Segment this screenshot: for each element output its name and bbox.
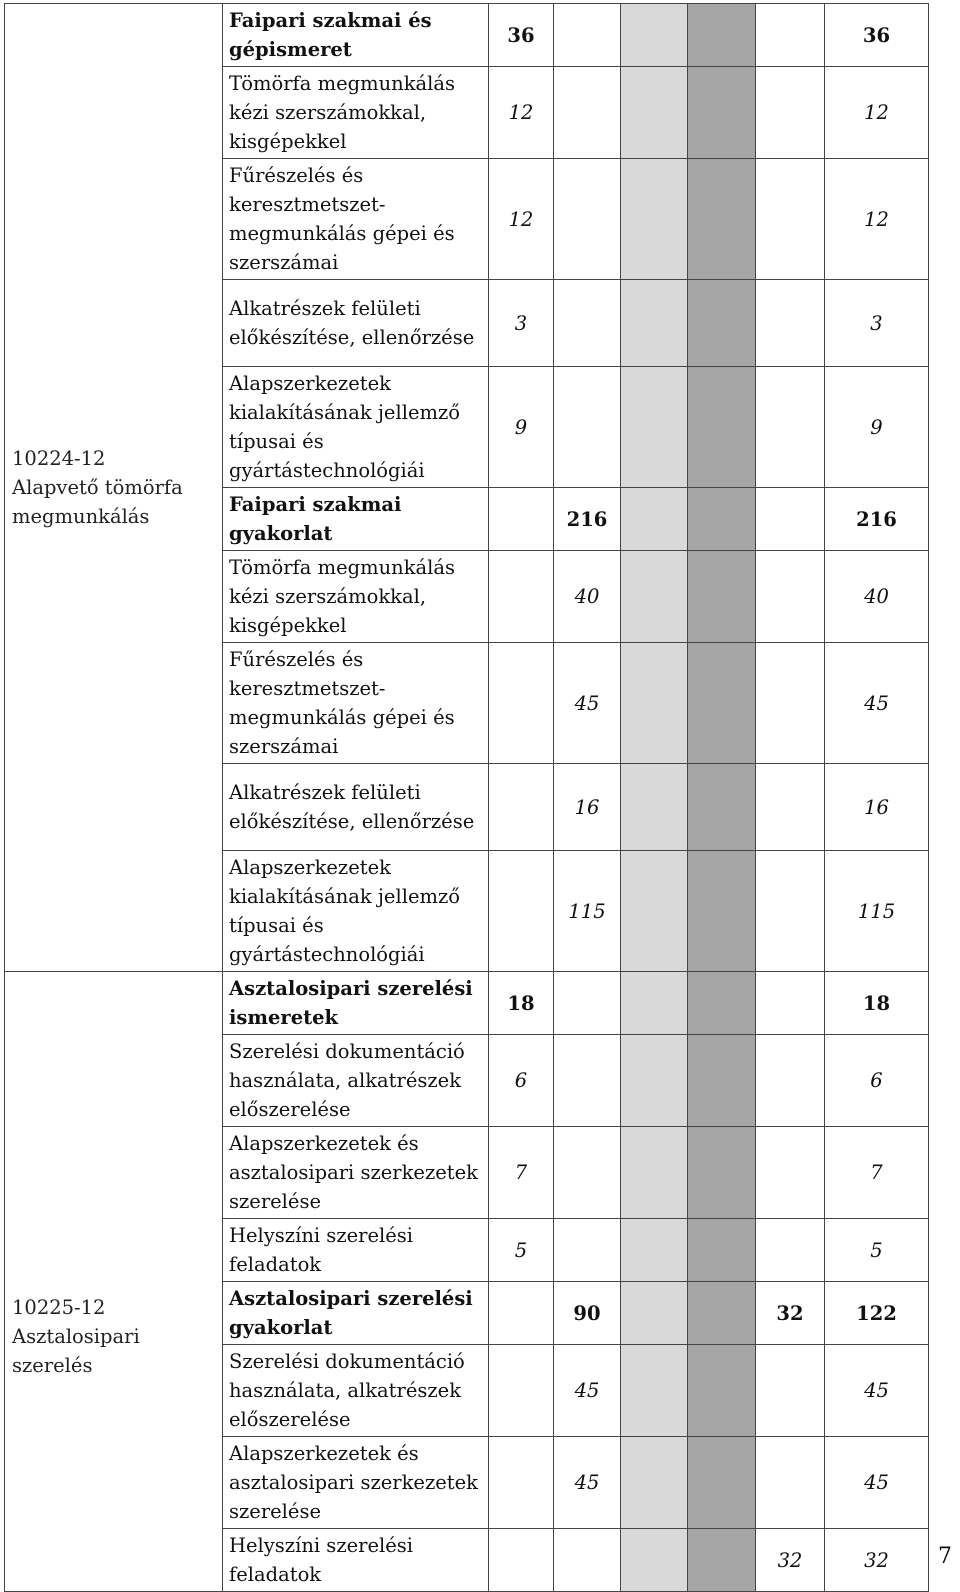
hours-cell: [621, 1219, 688, 1282]
hours-cell: [489, 1345, 554, 1437]
hours-cell: [688, 1437, 756, 1529]
hours-cell: [756, 159, 825, 280]
hours-cell: [621, 1035, 688, 1127]
hours-cell: [554, 1219, 621, 1282]
hours-cell: [688, 1345, 756, 1437]
total-cell: 3: [825, 280, 929, 367]
module-cell: [5, 972, 223, 1592]
hours-cell: [554, 4, 621, 67]
hours-cell: [489, 1529, 554, 1592]
topic-cell: Tömörfa megmunkálás kézi szerszámokkal, kisgépekkel: [223, 67, 489, 159]
hours-cell: [688, 1219, 756, 1282]
hours-cell: [489, 488, 554, 551]
topic-cell: Faipari szakmai gyakorlat: [223, 488, 489, 551]
hours-cell: 16: [554, 764, 621, 851]
hours-cell: [621, 851, 688, 972]
hours-cell: [554, 1529, 621, 1592]
hours-cell: [688, 1282, 756, 1345]
hours-cell: [688, 488, 756, 551]
hours-cell: [756, 1127, 825, 1219]
hours-cell: [554, 67, 621, 159]
topic-cell: Alapszerkezetek és asztalosipari szerkezetek szerelése: [223, 1127, 489, 1219]
topic-cell: Faipari szakmai és gépismeret: [223, 4, 489, 67]
hours-cell: [688, 643, 756, 764]
hours-cell: [489, 551, 554, 643]
total-cell: 32: [825, 1529, 929, 1592]
hours-cell: [621, 367, 688, 488]
hours-cell: [688, 67, 756, 159]
hours-cell: [489, 851, 554, 972]
hours-cell: [554, 367, 621, 488]
hours-cell: [688, 280, 756, 367]
hours-cell: 216: [554, 488, 621, 551]
hours-cell: [756, 1035, 825, 1127]
hours-cell: [621, 972, 688, 1035]
hours-cell: [554, 972, 621, 1035]
total-cell: 40: [825, 551, 929, 643]
hours-cell: [756, 67, 825, 159]
topic-cell: Alkatrészek felületi előkészítése, ellenőrzése: [223, 280, 489, 367]
page-number: 7: [938, 1544, 952, 1569]
hours-cell: [756, 1437, 825, 1529]
hours-cell: [688, 1127, 756, 1219]
hours-cell: [489, 1437, 554, 1529]
hours-cell: 32: [756, 1282, 825, 1345]
hours-cell: [621, 764, 688, 851]
hours-cell: 36: [489, 4, 554, 67]
hours-cell: [688, 551, 756, 643]
hours-cell: [489, 764, 554, 851]
hours-cell: [756, 1345, 825, 1437]
topic-cell: Alapszerkezetek kialakításának jellemző típusai és gyártástechnológiái: [223, 367, 489, 488]
hours-cell: [688, 972, 756, 1035]
hours-cell: [756, 280, 825, 367]
hours-cell: [756, 488, 825, 551]
hours-cell: 90: [554, 1282, 621, 1345]
total-cell: 216: [825, 488, 929, 551]
table-row: [5, 4, 929, 67]
topic-cell: Fűrészelés és keresztmetszet-megmunkálás gépei és szerszámai: [223, 159, 489, 280]
hours-cell: [688, 851, 756, 972]
hours-cell: 12: [489, 159, 554, 280]
topic-cell: Helyszíni szerelési feladatok: [223, 1529, 489, 1592]
total-cell: 115: [825, 851, 929, 972]
total-cell: 36: [825, 4, 929, 67]
hours-cell: [621, 159, 688, 280]
hours-cell: 12: [489, 67, 554, 159]
total-cell: 16: [825, 764, 929, 851]
hours-cell: [621, 1437, 688, 1529]
hours-cell: [621, 1282, 688, 1345]
hours-cell: [688, 4, 756, 67]
hours-cell: [489, 643, 554, 764]
topic-cell: Szerelési dokumentáció használata, alkatrészek előszerelése: [223, 1035, 489, 1127]
total-cell: 45: [825, 1437, 929, 1529]
module-name: Alapvető tömörfa megmunkálás: [12, 476, 183, 528]
topic-cell: Szerelési dokumentáció használata, alkatrészek előszerelése: [223, 1345, 489, 1437]
hours-cell: [756, 367, 825, 488]
hours-cell: [621, 67, 688, 159]
hours-cell: [756, 764, 825, 851]
hours-cell: [756, 972, 825, 1035]
hours-cell: [756, 643, 825, 764]
hours-cell: [756, 4, 825, 67]
topic-cell: Fűrészelés és keresztmetszet-megmunkálás gépei és szerszámai: [223, 643, 489, 764]
hours-cell: [688, 1035, 756, 1127]
topic-cell: Helyszíni szerelési feladatok: [223, 1219, 489, 1282]
hours-cell: [756, 1219, 825, 1282]
hours-cell: [554, 159, 621, 280]
total-cell: 12: [825, 67, 929, 159]
topic-cell: Asztalosipari szerelési gyakorlat: [223, 1282, 489, 1345]
total-cell: 45: [825, 1345, 929, 1437]
hours-cell: [756, 551, 825, 643]
hours-cell: 9: [489, 367, 554, 488]
hours-cell: 115: [554, 851, 621, 972]
hours-cell: 45: [554, 1437, 621, 1529]
hours-cell: [621, 1345, 688, 1437]
hours-cell: [621, 1127, 688, 1219]
total-cell: 5: [825, 1219, 929, 1282]
topic-cell: Alapszerkezetek kialakításának jellemző típusai és gyártástechnológiái: [223, 851, 489, 972]
total-cell: 122: [825, 1282, 929, 1345]
hours-cell: 45: [554, 643, 621, 764]
total-cell: 12: [825, 159, 929, 280]
module-name: Asztalosipari szerelés: [12, 1325, 140, 1377]
hours-cell: [621, 643, 688, 764]
total-cell: 18: [825, 972, 929, 1035]
hours-cell: [554, 1035, 621, 1127]
hours-cell: 7: [489, 1127, 554, 1219]
hours-cell: 6: [489, 1035, 554, 1127]
module-code: 10225-12: [12, 1296, 106, 1319]
hours-cell: [688, 159, 756, 280]
hours-cell: [621, 280, 688, 367]
hours-cell: [621, 4, 688, 67]
topic-cell: Tömörfa megmunkálás kézi szerszámokkal, kisgépekkel: [223, 551, 489, 643]
hours-cell: 3: [489, 280, 554, 367]
hours-cell: 5: [489, 1219, 554, 1282]
hours-cell: [621, 551, 688, 643]
curriculum-table: [4, 3, 929, 1592]
hours-cell: [756, 851, 825, 972]
hours-cell: [688, 764, 756, 851]
hours-cell: [688, 367, 756, 488]
hours-cell: 32: [756, 1529, 825, 1592]
hours-cell: [489, 1282, 554, 1345]
module-cell: [5, 4, 223, 972]
hours-cell: [688, 1529, 756, 1592]
hours-cell: [621, 488, 688, 551]
hours-cell: [554, 280, 621, 367]
hours-cell: [621, 1529, 688, 1592]
table-row: [5, 972, 929, 1035]
topic-cell: Asztalosipari szerelési ismeretek: [223, 972, 489, 1035]
topic-cell: Alapszerkezetek és asztalosipari szerkezetek szerelése: [223, 1437, 489, 1529]
total-cell: 45: [825, 643, 929, 764]
total-cell: 6: [825, 1035, 929, 1127]
total-cell: 7: [825, 1127, 929, 1219]
module-code: 10224-12: [12, 447, 106, 470]
hours-cell: [554, 1127, 621, 1219]
topic-cell: Alkatrészek felületi előkészítése, ellenőrzése: [223, 764, 489, 851]
hours-cell: 40: [554, 551, 621, 643]
hours-cell: 45: [554, 1345, 621, 1437]
hours-cell: 18: [489, 972, 554, 1035]
total-cell: 9: [825, 367, 929, 488]
